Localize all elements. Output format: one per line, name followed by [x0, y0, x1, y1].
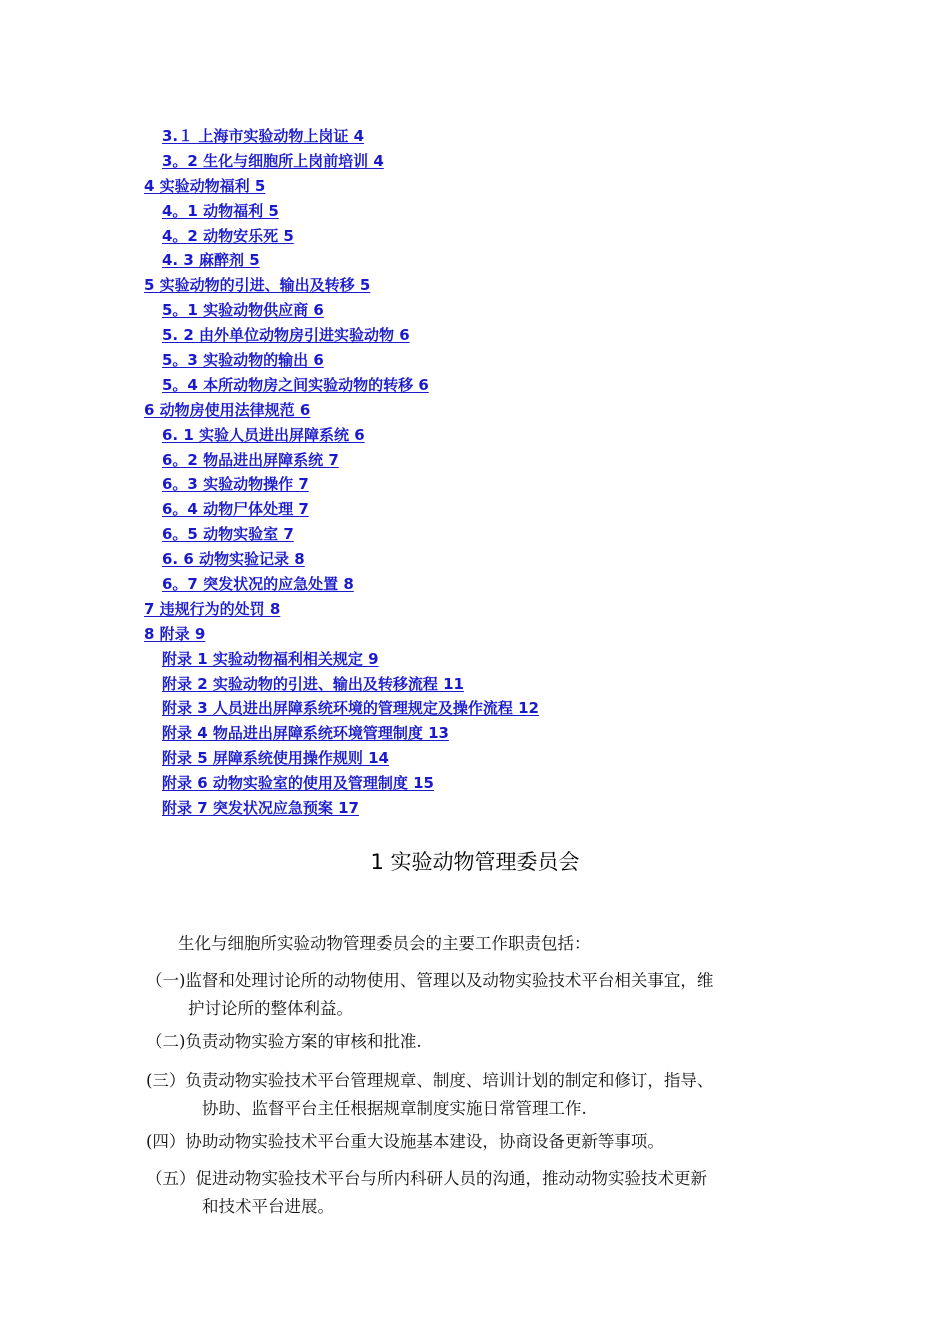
toc-link[interactable]	[0, 124, 950, 149]
toc-link-text[interactable]: 附录 2 实验动物的引进、输出及转移流程 11	[162, 674, 464, 693]
toc-link-text[interactable]: 5。3 实验动物的输出 6	[162, 351, 324, 370]
duty-item-continuation: 和技术平台进展。	[202, 1197, 334, 1216]
duty-item-text: （五）促进动物实验技术平台与所内科研人员的沟通，推动动物实验技术更新	[146, 1169, 707, 1188]
section-heading: 1 实验动物管理委员会	[370, 850, 580, 874]
duty-item-3	[146, 1067, 713, 1123]
toc-link[interactable]	[0, 373, 950, 398]
toc-link-text[interactable]: 7 违规行为的处罚 8	[144, 599, 281, 618]
toc-link[interactable]	[0, 672, 950, 697]
duty-item-5	[146, 1165, 707, 1221]
toc-link-text[interactable]: 5. 2 由外单位动物房引进实验动物 6	[162, 326, 410, 345]
duty-item-2	[146, 1028, 422, 1056]
toc-link[interactable]	[0, 448, 950, 473]
toc-link[interactable]	[0, 472, 950, 497]
table-of-contents	[0, 124, 950, 821]
toc-link-text[interactable]: 5。1 实验动物供应商 6	[162, 301, 324, 320]
toc-link[interactable]	[0, 273, 950, 298]
toc-link[interactable]	[0, 796, 950, 821]
section-intro: 生化与细胞所实验动物管理委员会的主要工作职责包括：	[178, 934, 591, 953]
toc-link-text[interactable]: 4. 3 麻醉剂 5	[162, 251, 260, 270]
toc-link[interactable]	[0, 547, 950, 572]
toc-link[interactable]	[0, 572, 950, 597]
toc-link-text[interactable]: 4。2 动物安乐死 5	[162, 226, 294, 245]
duty-item-1	[146, 967, 713, 1023]
toc-link[interactable]	[0, 746, 950, 771]
duty-item-4	[146, 1128, 664, 1156]
toc-link[interactable]	[0, 149, 950, 174]
toc-link[interactable]	[0, 298, 950, 323]
toc-link[interactable]	[0, 248, 950, 273]
toc-link[interactable]	[0, 522, 950, 547]
toc-link-text[interactable]: 4。1 动物福利 5	[162, 201, 279, 220]
toc-link-text[interactable]: 5。4 本所动物房之间实验动物的转移 6	[162, 375, 429, 394]
toc-link-text[interactable]: 6。2 物品进出屏障系统 7	[162, 450, 339, 469]
toc-link-text[interactable]: 附录 7 突发状况应急预案 17	[162, 799, 359, 818]
toc-link-text[interactable]: 3.１ 上海市实验动物上岗证 4	[162, 127, 365, 145]
toc-link-text[interactable]: 附录 5 屏障系统使用操作规则 14	[162, 749, 389, 768]
toc-link-text[interactable]: 附录 4 物品进出屏障系统环境管理制度 13	[162, 724, 449, 743]
toc-link[interactable]	[0, 323, 950, 348]
toc-link-text[interactable]: 6。4 动物尸体处理 7	[162, 500, 309, 519]
toc-link[interactable]	[0, 597, 950, 622]
toc-link[interactable]	[0, 647, 950, 672]
duty-item-text: (四）协助动物实验技术平台重大设施基本建设，协商设备更新等事项。	[146, 1132, 664, 1151]
toc-link[interactable]	[0, 348, 950, 373]
toc-link-text[interactable]: 附录 3 人员进出屏障系统环境的管理规定及操作流程 12	[162, 699, 539, 718]
duty-item-text: (三）负责动物实验技术平台管理规章、制度、培训计划的制定和修订，指导、	[146, 1071, 714, 1090]
toc-link[interactable]	[0, 696, 950, 721]
toc-link-text[interactable]: 6. 6 动物实验记录 8	[162, 550, 305, 569]
toc-link[interactable]	[0, 199, 950, 224]
duty-item-text: （一)监督和处理讨论所的动物使用、管理以及动物实验技术平台相关事宜，维	[146, 971, 714, 990]
toc-link-text[interactable]: 附录 6 动物实验室的使用及管理制度 15	[162, 774, 434, 793]
duty-item-text: （二)负责动物实验方案的审核和批准.	[146, 1032, 422, 1051]
toc-link[interactable]	[0, 398, 950, 423]
toc-link-text[interactable]: 附录 1 实验动物福利相关规定 9	[162, 649, 379, 668]
toc-link-text[interactable]: 6 动物房使用法律规范 6	[144, 400, 311, 419]
toc-link[interactable]	[0, 622, 950, 647]
toc-link-text[interactable]: 6。7 突发状况的应急处置 8	[162, 575, 354, 594]
toc-link[interactable]	[0, 771, 950, 796]
toc-link-text[interactable]: 3。2 生化与细胞所上岗前培训 4	[162, 151, 384, 170]
toc-link[interactable]	[0, 497, 950, 522]
toc-link-text[interactable]: 5 实验动物的引进、输出及转移 5	[144, 276, 371, 295]
toc-link-text[interactable]: 4 实验动物福利 5	[144, 176, 266, 195]
duty-item-continuation: 护讨论所的整体利益。	[188, 999, 353, 1018]
toc-link[interactable]	[0, 174, 950, 199]
toc-link-text[interactable]: 6。3 实验动物操作 7	[162, 475, 309, 494]
toc-link-text[interactable]: 6。5 动物实验室 7	[162, 525, 294, 544]
toc-link[interactable]	[0, 224, 950, 249]
toc-link[interactable]	[0, 721, 950, 746]
duty-item-continuation: 协助、监督平台主任根据规章制度实施日常管理工作.	[202, 1099, 587, 1118]
toc-link-text[interactable]: 6. 1 实验人员进出屏障系统 6	[162, 425, 365, 444]
toc-link[interactable]	[0, 423, 950, 448]
toc-link-text[interactable]: 8 附录 9	[144, 624, 206, 643]
